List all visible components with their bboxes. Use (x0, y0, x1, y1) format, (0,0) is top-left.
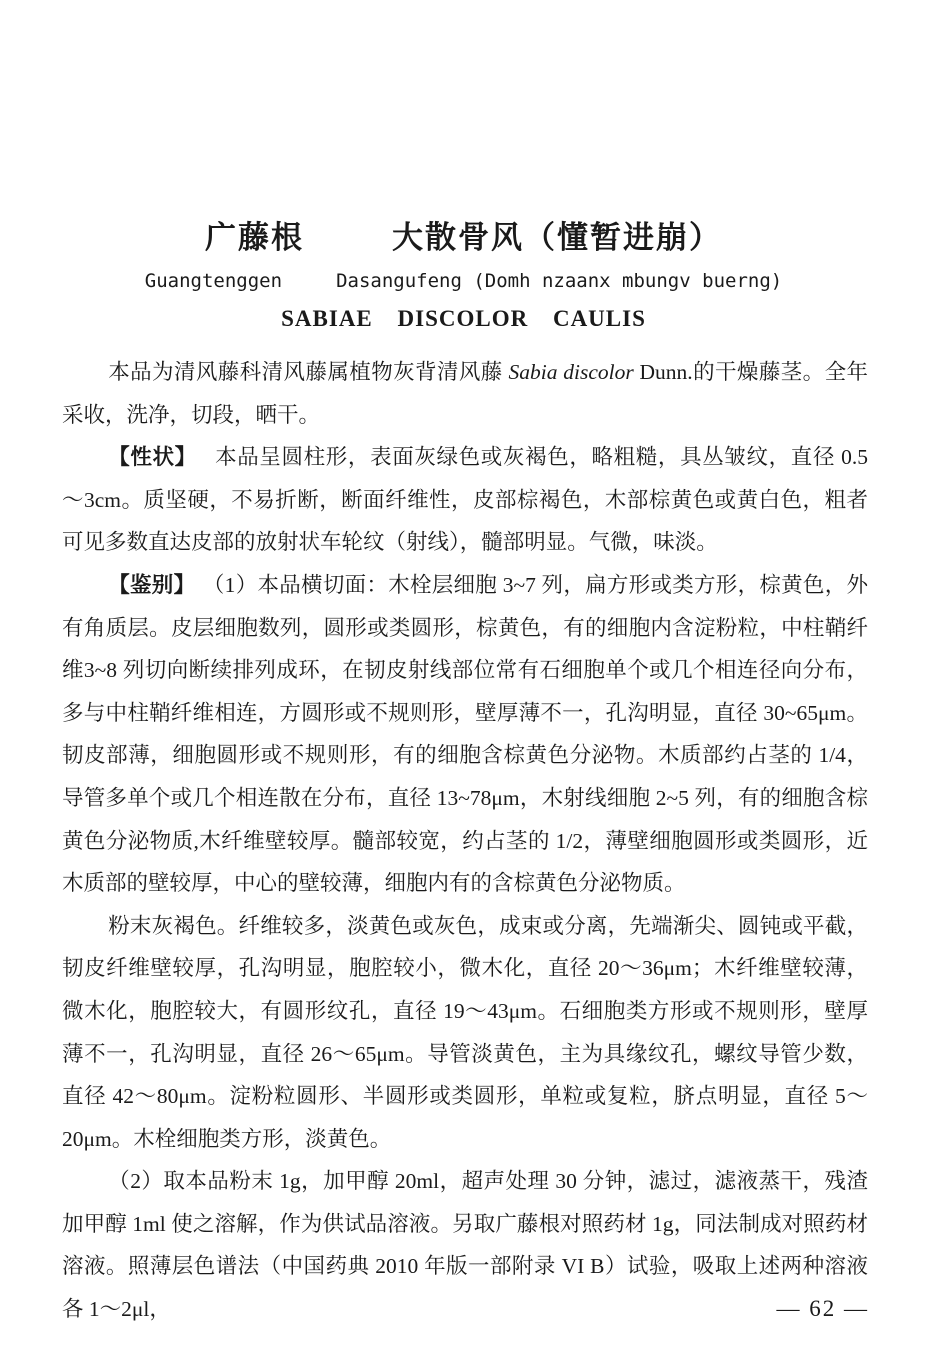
monograph-header (0, 212, 927, 332)
source-text-after: Dunn.的干燥藤茎。全年采收，洗净，切段，晒干。 (62, 360, 868, 427)
paragraph-identification-1 (62, 564, 868, 905)
drug-pinyin-row (0, 270, 927, 292)
identification-powder-text: 粉末灰褐色。纤维较多，淡黄色或灰色，成束或分离，先端渐尖、圆钝或平截，韧皮纤维壁较厚，孔沟明显，胞腔较小，微木化，直径 20～36μm；木纤维壁较薄，微木化，胞腔较大，有圆形纹孔，直径 19～43μm。石细胞类方形或不规则形，壁厚薄不一，孔沟明显，直径 26～65μm。导管淡黄色，主为具缘纹孔，螺纹导管少数，直径 42～80μm。淀粉粒圆形、半圆形或类圆形，单粒或复粒，脐点明显，直径 5～20μm。木栓细胞类方形，淡黄色。 (62, 913, 868, 1151)
paragraph-description (62, 436, 868, 564)
drug-latin-name: SABIAE DISCOLOR CAULIS (281, 306, 646, 331)
source-text-before: 本品为清风藤科清风藤属植物灰背清风藤 (108, 360, 509, 384)
page-number: — 62 — (776, 1296, 869, 1321)
drug-title-row (0, 212, 927, 257)
drug-title-yao: 大散骨风（懂暂进崩） (392, 220, 722, 255)
paragraph-identification-powder (62, 905, 868, 1161)
paragraph-identification-2 (62, 1160, 868, 1330)
identification-tlc-text: （2）取本品粉末 1g，加甲醇 20ml，超声处理 30 分钟，滤过，滤液蒸干，残渣加甲醇 1ml 使之溶解，作为供试品溶液。另取广藤根对照药材 1g，同法制成对照药材溶液。照薄层色谱法（中国药典 2010 年版一部附录 VI B）试验，吸取上述两种溶液各 1～2μl， (62, 1169, 868, 1322)
identification-cross-section-text: （1）本品横切面：木栓层细胞 3~7 列，扁方形或类方形，棕黄色，外有角质层。皮层细胞数列，圆形或类圆形，棕黄色，有的细胞内含淀粉粒，中柱鞘纤维3~8 列切向断续排列成环，在韧皮射线部位常有石细胞单个或几个相连径向分布，多与中柱鞘纤维相连，方圆形或不规则形，壁厚薄不一，孔沟明显，直径 30~65μm。韧皮部薄，细胞圆形或不规则形，有的细胞含棕黄色分泌物。木质部约占茎的 1/4，导管多单个或几个相连散在分布，直径 13~78μm，木射线细胞 2~5 列，有的细胞含棕黄色分泌物质,木纤维壁较厚。髓部较宽，约占茎的 1/2，薄壁细胞圆形或类圆形，近木质部的壁较厚，中心的壁较薄，细胞内有的含棕黄色分泌物质。 (62, 572, 868, 896)
section-label-identification: 【鉴别】 (108, 572, 196, 597)
paragraph-source (62, 351, 868, 436)
drug-pinyin-yao: Dasangufeng (Domh nzaanx mbungv buerng) (336, 270, 783, 292)
section-label-description: 【性状】 (108, 445, 197, 470)
page-footer (777, 1296, 870, 1322)
species-latin-name: Sabia discolor (508, 360, 634, 384)
description-text: 本品呈圆柱形，表面灰绿色或灰褐色，略粗糙，具丛皱纹，直径 0.5～3cm。质坚硬，不易折断，断面纤维性，皮部棕褐色，木部棕黄色或黄白色，粗者可见多数直达皮部的放射状车轮纹（射线），髓部明显。气微，味淡。 (62, 445, 868, 555)
monograph-body (62, 351, 868, 1331)
drug-pinyin-chinese: Guangtenggen (144, 270, 283, 292)
drug-title-chinese: 广藤根 (205, 220, 304, 255)
